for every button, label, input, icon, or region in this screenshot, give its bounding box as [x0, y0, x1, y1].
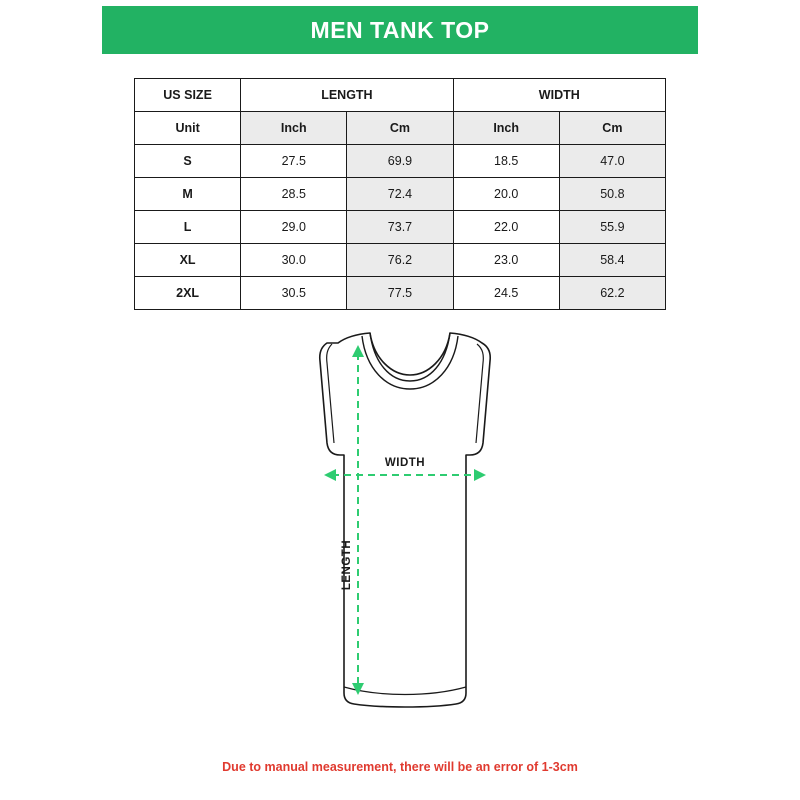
size-table	[134, 78, 666, 310]
size-table-wrapper	[134, 78, 666, 310]
header-us-size: US SIZE	[135, 79, 241, 112]
table-unit-row	[135, 112, 666, 145]
xl-length-cm: 76.2	[347, 244, 453, 277]
width-label: WIDTH	[384, 457, 426, 469]
tank-top-icon	[320, 333, 490, 707]
unit-width-inch: Inch	[453, 112, 559, 145]
unit-length-inch: Inch	[241, 112, 347, 145]
2xl-length-cm: 77.5	[347, 277, 453, 310]
xl-length-inch: 30.0	[241, 244, 347, 277]
l-length-inch: 29.0	[241, 211, 347, 244]
row-size-m: M	[135, 178, 241, 211]
row-size-2xl: 2XL	[135, 277, 241, 310]
table-group-header-row	[135, 79, 666, 112]
garment-diagram	[270, 325, 540, 725]
2xl-width-cm: 62.2	[559, 277, 665, 310]
m-width-inch: 20.0	[453, 178, 559, 211]
unit-cell-label: Unit	[135, 112, 241, 145]
m-length-inch: 28.5	[241, 178, 347, 211]
s-width-inch: 18.5	[453, 145, 559, 178]
l-width-inch: 22.0	[453, 211, 559, 244]
length-label: LENGTH	[341, 539, 353, 591]
table-row	[135, 178, 666, 211]
row-size-l: L	[135, 211, 241, 244]
unit-length-cm: Cm	[347, 112, 453, 145]
table-row	[135, 277, 666, 310]
l-width-cm: 55.9	[559, 211, 665, 244]
page-title: MEN TANK TOP	[310, 16, 490, 43]
table-row	[135, 145, 666, 178]
table-row	[135, 211, 666, 244]
s-length-cm: 69.9	[347, 145, 453, 178]
2xl-width-inch: 24.5	[453, 277, 559, 310]
s-width-cm: 47.0	[559, 145, 665, 178]
unit-width-cm: Cm	[559, 112, 665, 145]
header-length: LENGTH	[241, 79, 453, 112]
m-width-cm: 50.8	[559, 178, 665, 211]
s-length-inch: 27.5	[241, 145, 347, 178]
row-size-s: S	[135, 145, 241, 178]
measurement-disclaimer: Due to manual measurement, there will be an error of 1-3cm	[222, 760, 578, 774]
xl-width-cm: 58.4	[559, 244, 665, 277]
header-width: WIDTH	[453, 79, 665, 112]
m-length-cm: 72.4	[347, 178, 453, 211]
l-length-cm: 73.7	[347, 211, 453, 244]
row-size-xl: XL	[135, 244, 241, 277]
table-row	[135, 244, 666, 277]
xl-width-inch: 23.0	[453, 244, 559, 277]
2xl-length-inch: 30.5	[241, 277, 347, 310]
header-banner	[102, 6, 698, 54]
